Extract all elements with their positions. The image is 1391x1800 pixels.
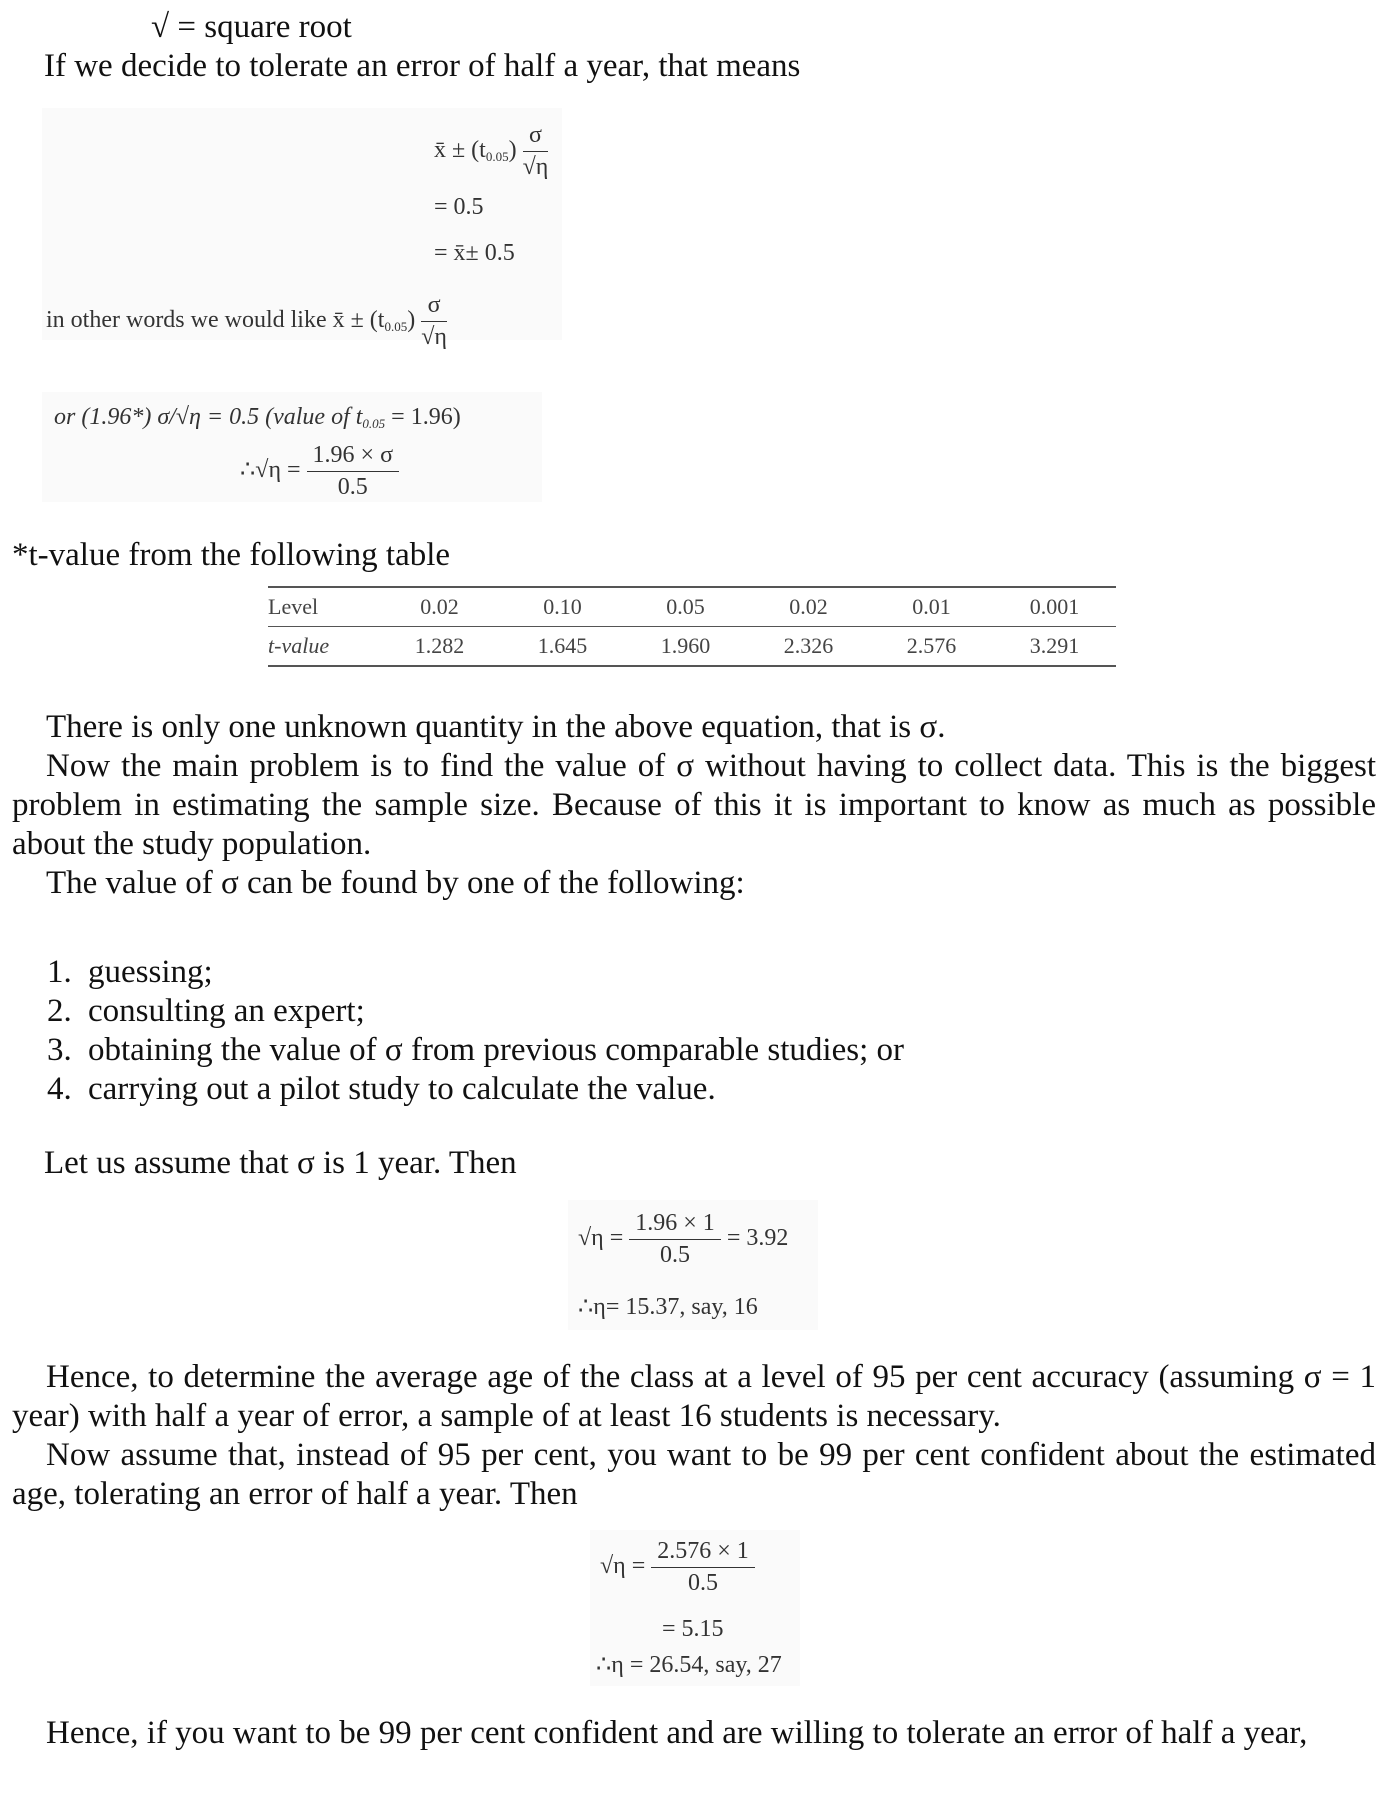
sqrt-definition: √ = square root (151, 9, 352, 45)
t-value-equation: or (1.96*) σ/√η = 0.5 (value of $t_{0.05} = 1.96$) (54, 404, 461, 431)
paragraph-find-sigma: The value of σ can be found by one of the following: (46, 865, 745, 901)
root-n-99-equation: √η = $\frac{2.576 \times 1}{0.5}$ (600, 1538, 755, 1597)
paragraph-99-conclusion: Hence, if you want to be 99 per cent confident and are willing to tolerate an error of half a year, (46, 1715, 1308, 1751)
equals-half: = 0.5 (434, 194, 484, 220)
equation-figure-2 (42, 392, 542, 502)
list-item: 2. consulting an expert; (80, 992, 904, 1031)
sigma-over-root-n: $\frac{\sigma}{√\eta}$ (522, 122, 549, 180)
paragraph-main-problem: Now the main problem is to find the value of σ without having to collect data. This is the biggest problem in estimating the sample size. Because of this it is important to know as much as possible about the study population. (12, 748, 1376, 862)
t-value-table (268, 586, 1116, 667)
table-row-t-value: t-value 1.282 1.645 1.960 2.326 2.576 3.291 (268, 627, 1116, 667)
table-caption: *t-value from the following table (12, 537, 451, 573)
sigma-methods-list (36, 953, 904, 1109)
ci-expression: x̄ ± $(t_{0.05})$ $\frac{\sigma}{√\eta}$ (434, 122, 549, 180)
paragraph-95-conclusion: Hence, to determine the average age of the class at a level of 95 per cent accuracy (assuming σ = 1 year) with half a year of error, a sample of at least 16 students is necessary. (12, 1359, 1376, 1434)
equation-figure-1 (42, 108, 562, 350)
table-row-level: Level 0.02 0.10 0.05 0.02 0.01 0.001 (268, 587, 1116, 627)
paragraph-unknown-quantity: There is only one unknown quantity in the above equation, that is σ. (46, 709, 946, 745)
list-item: 3. obtaining the value of σ from previous comparable studies; or (80, 1031, 904, 1070)
tolerate-sentence: If we decide to tolerate an error of half a year, that means (44, 48, 801, 84)
paragraph-99-assumption: Now assume that, instead of 95 per cent, you want to be 99 per cent confident about the estimated age, tolerating an error of half a year. Then (12, 1437, 1376, 1512)
would-like-expression: in other words we would like x̄ ± $(t_{0.05})$ $\frac{\sigma}{√\eta}$ (46, 292, 447, 350)
mean-plus-minus-half: = x̄± 0.5 (434, 240, 515, 266)
root-n-95-equation: √η = $\frac{1.96 \times 1}{0.5}$ = 3.92 (578, 1210, 789, 1268)
n-result-27: ∴η = 26.54, say, 27 (596, 1652, 782, 1678)
list-item: 4. carrying out a pilot study to calculate the value. (80, 1070, 904, 1109)
equation-figure-3 (568, 1200, 818, 1330)
equation-figure-4 (590, 1530, 800, 1686)
root-n-result-5-15: = 5.15 (662, 1616, 724, 1642)
n-result-16: ∴η= 15.37, say, 16 (578, 1294, 758, 1320)
root-n-fraction: ∴√η = $\frac{1.96 \times \sigma}{0.5}$ (240, 442, 399, 501)
list-item: 1. guessing; (80, 953, 904, 992)
assume-sigma-sentence: Let us assume that σ is 1 year. Then (44, 1145, 517, 1181)
